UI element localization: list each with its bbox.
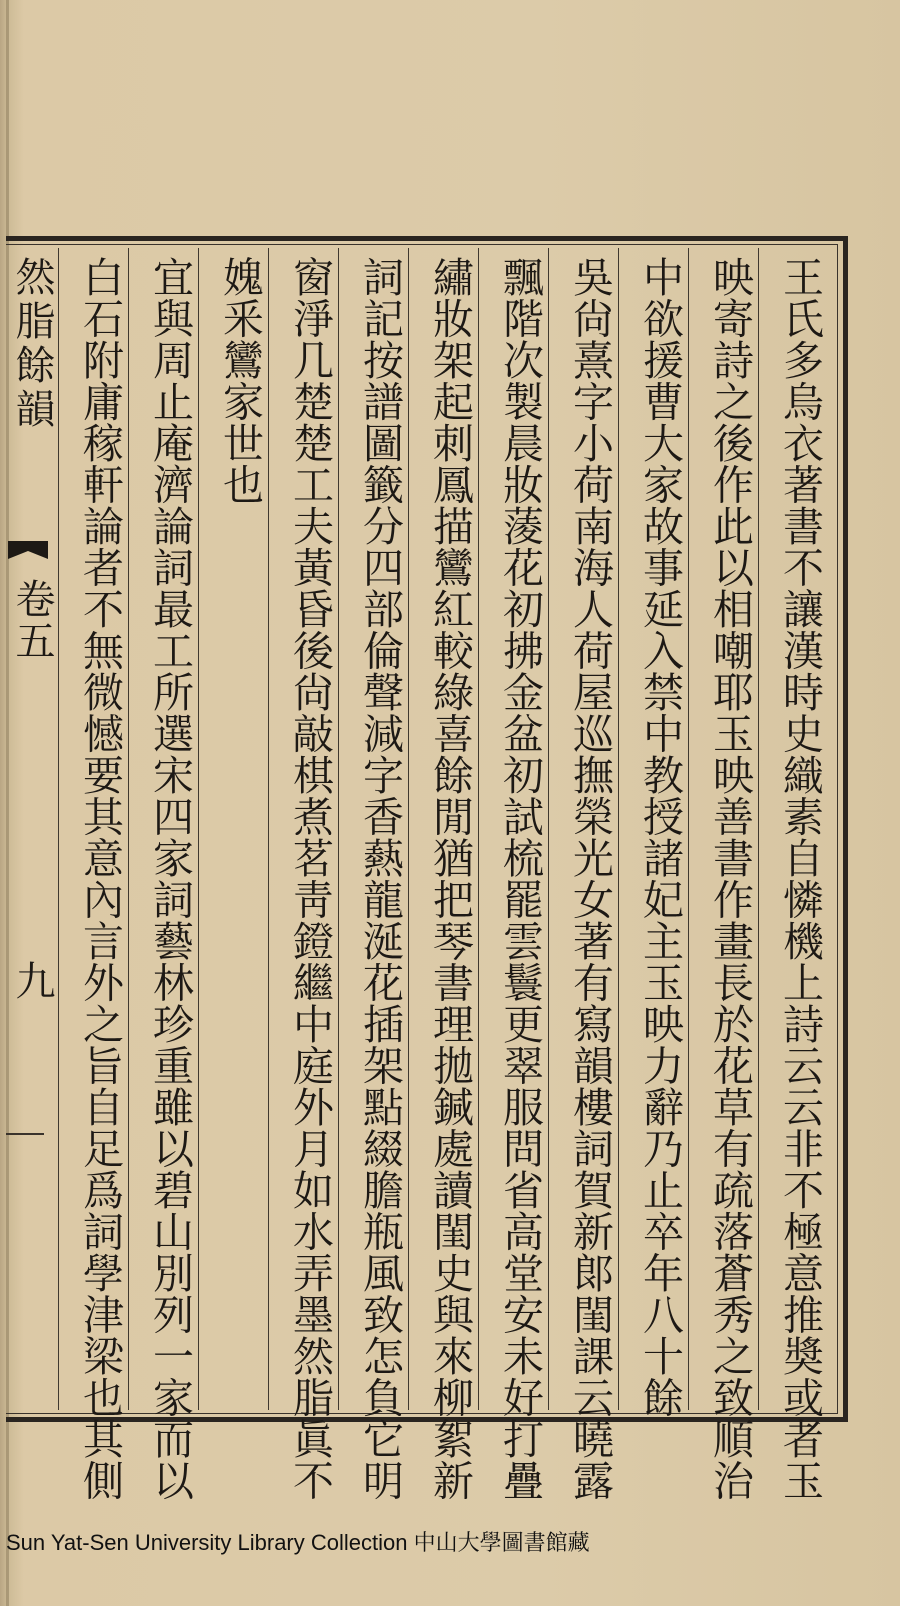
column-rule xyxy=(58,248,59,1410)
text-column-3: 中欲援曹大家故事延入禁中教授諸妃主玉映力辭乃止卒年八十餘 xyxy=(636,256,684,1418)
text-column-6: 繡妝架起刺鳳描鸞紅較綠喜餘閒猶把琴書理拋鍼處讀閨史與來柳絮新 xyxy=(426,256,474,1501)
fish-tail-mark-icon xyxy=(8,535,48,565)
text-column-7: 詞記按譜圖籤分四部倫聲減字香爇龍涎花插架點綴膽瓶風致怎負它明 xyxy=(356,256,404,1501)
margin-tick xyxy=(6,1133,44,1135)
text-column-9: 媿釆鸞家世也 xyxy=(216,256,264,505)
library-collection-footer: Sun Yat-Sen University Library Collection 中山大學圖書館藏 xyxy=(6,1530,590,1555)
text-column-11: 白石附庸稼軒論者不無微憾要其意內言外之旨自足爲詞學津梁也其側 xyxy=(76,256,124,1501)
margin-page-number: 九 xyxy=(9,960,55,1000)
text-column-4: 吳尙熹字小荷南海人荷屋巡撫榮光女著有寫韻樓詞賀新郞閨課云曉露 xyxy=(566,256,614,1501)
text-column-5: 飄階次製晨妝蔆花初拂金盆初試梳罷雲鬟更翠服問省高堂安未好打疊 xyxy=(496,256,544,1501)
text-column-1: 王氏多烏衣著書不讓漢時史織素自憐機上詩云云非不極意推奬或者玉 xyxy=(776,256,824,1501)
text-column-8: 窗淨几楚楚工夫黃昏後尙敲棋煮茗靑鐙繼中庭外月如水弄墨然脂眞不 xyxy=(286,256,334,1501)
margin-book-title: 然脂餘韻 xyxy=(9,256,55,432)
text-column-2: 映寄詩之後作此以相嘲耶玉映善書作畫長於花草有疏落蒼秀之致順治 xyxy=(706,256,754,1501)
margin-juan-label: 卷五 xyxy=(9,578,55,662)
text-column-10: 宜與周止庵濟論詞最工所選宋四家詞藝林珍重雖以碧山別列一家而以 xyxy=(146,256,194,1501)
